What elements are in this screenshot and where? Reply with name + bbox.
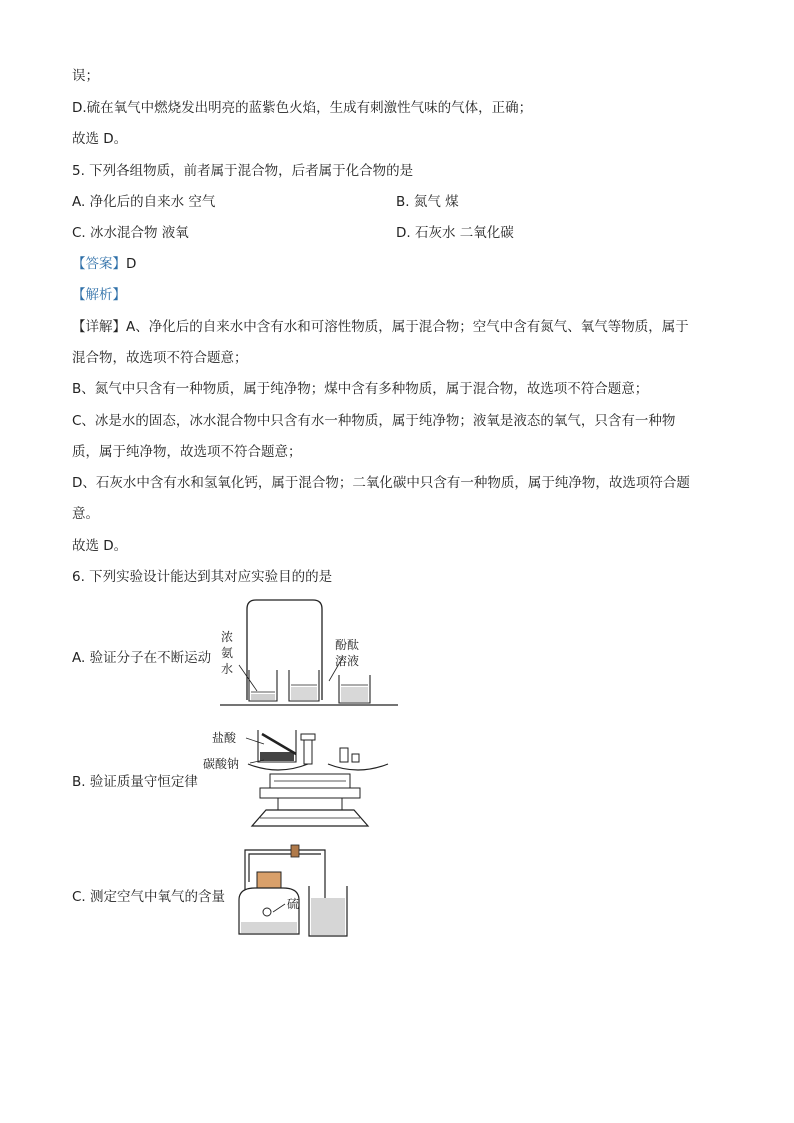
figure-a-molecule-diffusion <box>215 595 405 710</box>
detail-line: 意。 <box>72 506 99 522</box>
question-6-stem: 6. 下列实验设计能达到其对应实验目的的是 <box>72 569 333 585</box>
beaker-phenolphthalein-outside <box>339 675 370 703</box>
detail-line: 混合物，故选项不符合题意； <box>72 350 248 366</box>
detail-line: B、氮气中只含有一种物质，属于纯净物；煤中含有多种物质，属于混合物，故选项不符合题意； <box>72 381 649 397</box>
water-beaker <box>309 886 347 936</box>
label-phenolphthalein: 酚酞 <box>335 638 360 652</box>
option-b: B. 氮气 煤 <box>396 194 459 210</box>
detail-line: D、石灰水中含有水和氢氧化钙，属于混合物；二氧化碳中只含有一种物质，属于纯净物，故选项符合题 <box>72 475 690 491</box>
option-c: C. 冰水混合物 液氧 <box>72 225 189 241</box>
answer-line <box>72 254 136 274</box>
option-b-label: B. 验证质量守恒定律 <box>72 774 198 790</box>
label-sulfur: 硫 <box>287 897 300 911</box>
answer-value: D <box>126 256 137 272</box>
label-concentrated: 浓 <box>221 630 234 644</box>
option-a-label: A. 验证分子在不断运动 <box>72 650 212 666</box>
text-line: D.硫在氧气中燃烧发出明亮的蓝紫色火焰，生成有刺激性气味的气体，正确； <box>72 100 533 116</box>
label-hydrochloric-acid: 盐酸 <box>212 731 237 745</box>
clamp-icon <box>291 845 299 857</box>
detail-text: A、净化后的自来水中含有水和可溶性物质，属于混合物；空气中含有氮气、氧气等物质，属于 <box>126 319 689 335</box>
label-water: 水 <box>221 662 234 676</box>
option-d: D. 石灰水 二氧化碳 <box>396 225 514 241</box>
analysis-line <box>72 285 126 305</box>
label-solution: 溶液 <box>335 654 360 668</box>
text-line: 故选 D。 <box>72 131 128 147</box>
text-line: 误； <box>72 68 99 84</box>
figure-b-balance <box>200 718 410 836</box>
analysis-tag: 【解析】 <box>72 287 126 303</box>
conclusion-line: 故选 D。 <box>72 538 128 554</box>
answer-tag: 【答案】 <box>72 256 126 272</box>
detail-line <box>72 317 689 337</box>
detail-line: 质，属于纯净物，故选项不符合题意； <box>72 444 302 460</box>
option-a: A. 净化后的自来水 空气 <box>72 194 216 210</box>
beaker-phenolphthalein-inside <box>289 670 319 701</box>
detail-tag: 【详解】 <box>72 319 126 335</box>
question-5-stem: 5. 下列各组物质，前者属于混合物，后者属于化合物的是 <box>72 163 414 179</box>
label-ammonia: 氨 <box>221 646 234 660</box>
figure-c-oxygen-content <box>225 842 355 942</box>
option-c-label: C. 测定空气中氧气的含量 <box>72 889 226 905</box>
detail-line: C、冰是水的固态，冰水混合物中只含有水一种物质，属于纯净物；液氧是液态的氧气，只含有一种物 <box>72 413 676 429</box>
label-sodium-carbonate: 碳酸钠 <box>203 757 240 771</box>
